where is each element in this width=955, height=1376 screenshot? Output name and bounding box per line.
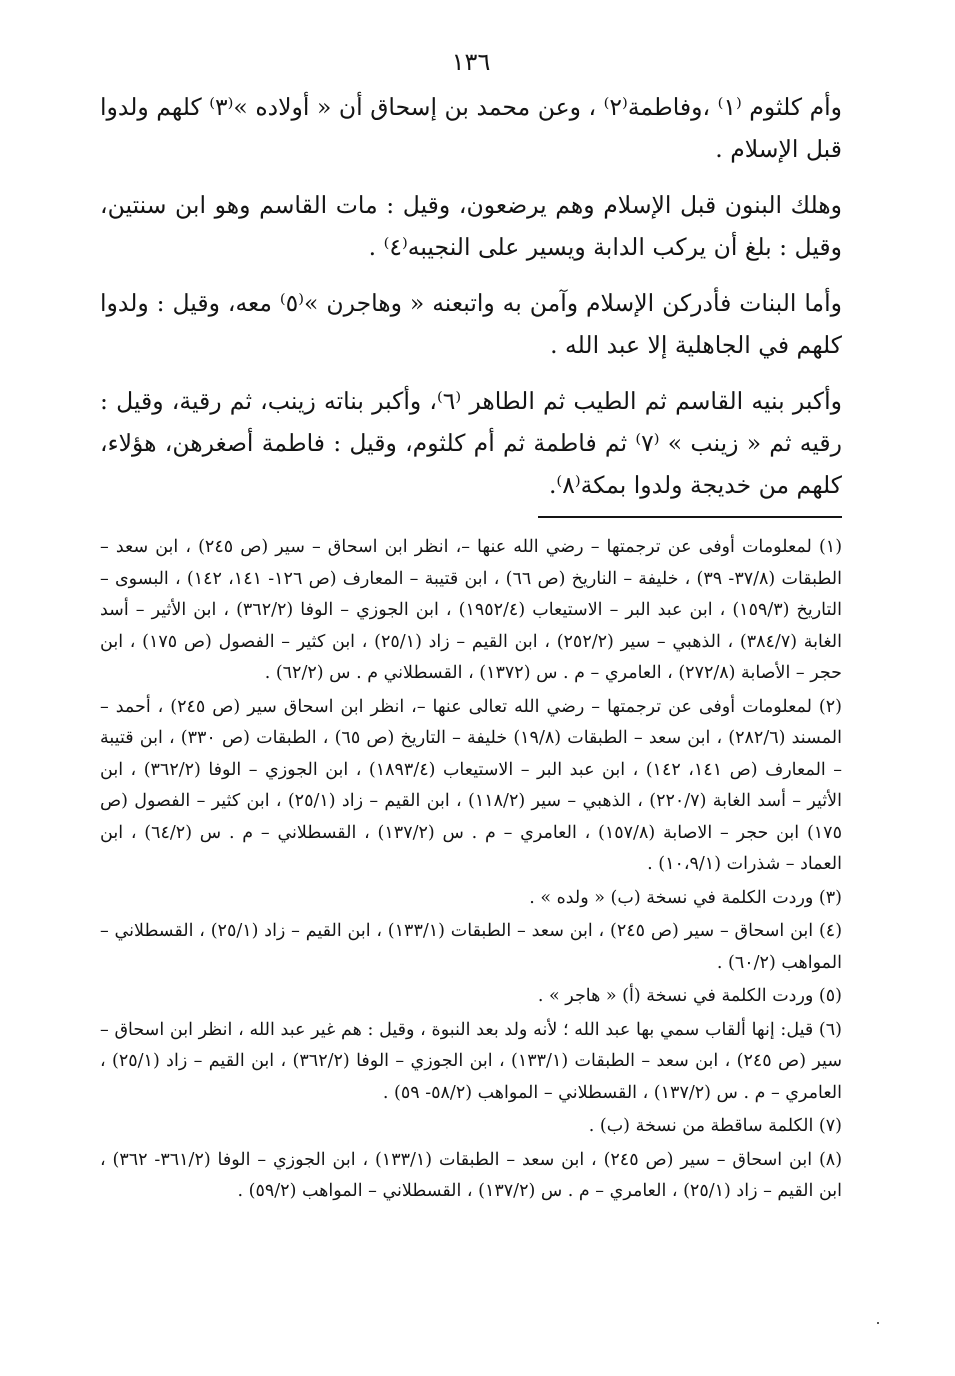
paragraph: وهلك البنون قبل الإسلام وهم يرضعون، وقيل : مات القاسم وهو ابن سنتين، وقيل : بلغ أن يركب الدابة ويسير على النجيبه⁽٤⁾ . (100, 191, 842, 261)
footnote: (٥) وردت الكلمة في نسخة (أ) « هاجر » . (537, 986, 842, 1006)
page-number: ١٣٦ (451, 48, 491, 76)
scan-dot (877, 1322, 879, 1324)
footnote: (٤) ابن اسحاق – سير (ص ٢٤٥) ، ابن سعد – الطبقات (١٣٣/١) ، ابن القيم – زاد (٢٥/١) ، القسطلاني – المواهب (٦٠/٢) . (100, 921, 843, 973)
main-text (100, 86, 842, 506)
footnote-divider (538, 516, 842, 518)
book-page (100, 48, 842, 1210)
footnote: (٧) الكلمة ساقطة من نسخة (ب) . (588, 1116, 842, 1136)
footnote: (٨) ابن اسحاق – سير (ص ٢٤٥) ، ابن سعد – الطبقات (١٣٣/١) ، ابن الجوزي – الوفا (٣٦١/٢- ٣٦٢) ، ابن القيم – زاد (٢٥/١) ، العامري – م . س (١٣٧/٢) ، القسطلاني – المواهب (٥٩/٢) . (100, 1149, 843, 1201)
paragraph: وأم كلثوم ⁽١⁾ ،وفاطمة⁽٢⁾ ، وعن محمد بن إسحاق أن « أولاده »⁽٣⁾ كلهم ولدوا قبل الإسلام . (100, 93, 843, 163)
footnote: (٦) قيل: إنها ألقاب سمي بها عبد الله ؛ لأنه ولد بعد النبوة ، وقيل : هم غير عبد الله ، انظر ابن اسحاق – سير (ص ٢٤٥) ، ابن سعد – الطبقات (١٣٣/١) ، ابن الجوزي – الوفا (٣٦٢/٢) ، ابن القيم – زاد (٢٥/١) ، العامري – م . س (١٣٧/٢) ، القسطلاني – المواهب (٥٨/٢- ٥٩) . (100, 1019, 842, 1103)
footnotes (100, 532, 842, 1208)
footnote: (٣) وردت الكلمة في نسخة (ب) « ولده » . (529, 887, 842, 908)
footnote: (٢) لمعلومات أوفى عن ترجمتها – رضي الله تعالى عنها –، انظر ابن اسحاق سير (ص ٢٤٥) ، أحمد – المسند (٢٨٢/٦) ، ابن سعد – الطبقات (١٩/٨) خليفة – التاريخ (ص ٦٥) ، الطبقات (ص ٣٣٠) ، ابن قتيبة – المعارف (ص ١٤١، ١٤٢) ، ابن عبد البر – الاستيعاب (١٨٩٣/٤) ، ابن الجوزي – الوفا (٣٦٢/٢) ، ابن الأثير – أسد الغابة (٢٢٠/٧) ، الذهبي – سير (١١٨/٢) ، ابن القيم – زاد (٢٥/١) ، ابن كثير – الفصول (ص ١٧٥) ابن حجر – الاصابة (١٥٧/٨) ، العامري – م . س (١٣٧/٢) ، القسطلاني – م . س (٦٤/٢) ، ابن العماد – شذرات (١٠،٩/١) . (100, 696, 843, 874)
footnote: (١) لمعلومات أوفى عن ترجمتها – رضي الله عنها –، انظر ابن اسحاق – سير (ص ٢٤٥) ، ابن سعد – الطبقات (٣٧/٨- ٣٩) ، خليفة – الناريخ (ص ٦٦) ، ابن قتيبة – المعارف (ص ١٢٦- ١٤١، ١٤٢) ، البسوى – التاريخ (١٥٩/٣) ، ابن عبد البر – الاستيعاب (١٩٥٢/٤) ، ابن الجوزي – الوفا (٣٦٢/٢) ، ابن الأثير – أسد الغابة (٣٨٤/٧) ، الذهبي – سير (٢٥٢/٢) ، ابن القيم – زاد (٢٥/١) ، ابن كثير – الفصول (ص ١٧٥) ، ابن حجر – الأصابة (٢٧٢/٨) ، العامري – م . س (١٣٧٢) ، القسطلاني م . س (٦٢/٢) . (100, 537, 843, 683)
paragraph: وأكبر بنيه القاسم ثم الطيب ثم الطاهر ⁽٦⁾، وأكبر بناته زينب، ثم رقية، وقيل : رقيه ثم « زينب » ⁽٧⁾ ثم فاطمة ثم أم كلثوم، وقيل : فاطمة أصغرهن، هؤلاء، كلهم من خديجة ولدوا بمكة⁽٨⁾. (100, 387, 843, 499)
paragraph: وأما البنات فأدركن الإسلام وآمن به واتبعنه « وهاجرن »⁽٥⁾ معه، وقيل : ولدوا كلهم في الجاهلية إلا عبد الله . (100, 289, 842, 359)
